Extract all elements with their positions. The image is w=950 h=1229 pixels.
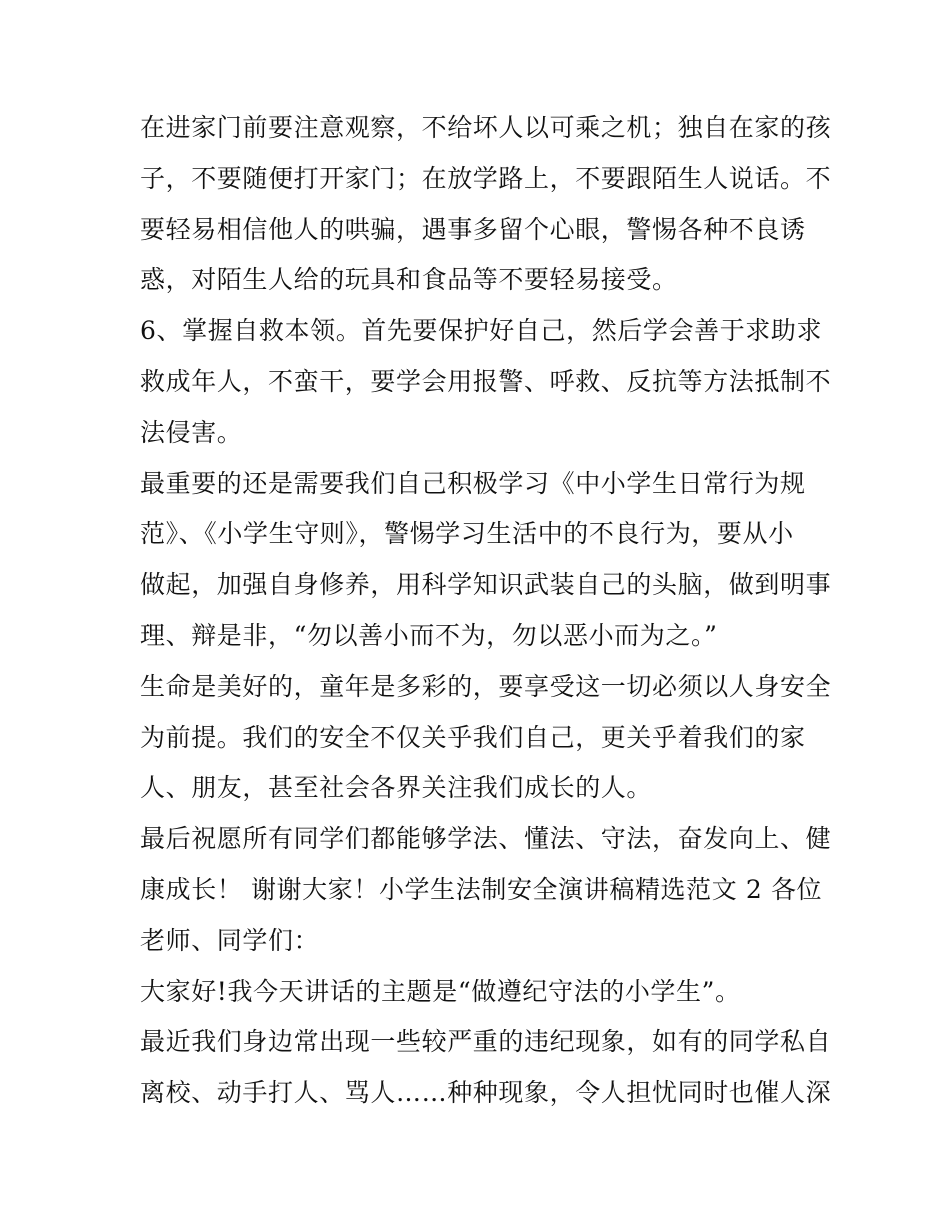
text-line: 惑，对陌生人给的玩具和食品等不要轻易接受。 — [140, 265, 678, 295]
text-line: 为前提。我们的安全不仅关乎我们自己，更关乎着我们的家 — [140, 722, 806, 752]
text-line: 理、辩是非，“勿以善小而不为，勿以恶小而为之。” — [140, 620, 718, 650]
text-line: 最重要的还是需要我们自己积极学习《中小学生日常行为规 — [140, 468, 806, 498]
text-line: 范》、《小学生守则》，警惕学习生活中的不良行为，要从小 — [140, 519, 794, 549]
text-line: 老师、同学们： — [140, 925, 320, 955]
text-line: 法侵害。 — [140, 417, 243, 447]
text-line: 康成长！ 谢谢大家！小学生法制安全演讲稿精选范文 2 各位 — [140, 874, 823, 904]
text-line: 大家好!我今天讲话的主题是“做遵纪守法的小学生”。 — [140, 976, 741, 1006]
text-line: 做起，加强自身修养，用科学知识武装自己的头脑，做到明事 — [140, 570, 832, 600]
text-line: 最近我们身边常出现一些较严重的违纪现象，如有的同学私自 — [140, 1027, 832, 1057]
text-line: 救成年人，不蛮干，要学会用报警、呼救、反抗等方法抵制不 — [140, 366, 832, 396]
text-line: 子，不要随便打开家门；在放学路上，不要跟陌生人说话。不 — [140, 163, 832, 193]
text-line: 要轻易相信他人的哄骗，遇事多留个心眼，警惕各种不良诱 — [140, 214, 806, 244]
body-text — [140, 103, 832, 1119]
text-line: 在进家门前要注意观察，不给坏人以可乘之机；独自在家的孩 — [140, 113, 832, 142]
text-line: 离校、动手打人、骂人……种种现象，令人担忧同时也催人深 — [140, 1078, 832, 1108]
text-line: 最后祝愿所有同学们都能够学法、懂法、守法，奋发向上、健 — [140, 824, 832, 854]
text-line: 人、朋友，甚至社会各界关注我们成长的人。 — [140, 773, 653, 803]
text-line: 生命是美好的，童年是多彩的，要享受这一切必须以人身安全 — [140, 671, 832, 701]
text-line: 6、掌握自救本领。首先要保护好自己，然后学会善于求助求 — [140, 316, 823, 346]
